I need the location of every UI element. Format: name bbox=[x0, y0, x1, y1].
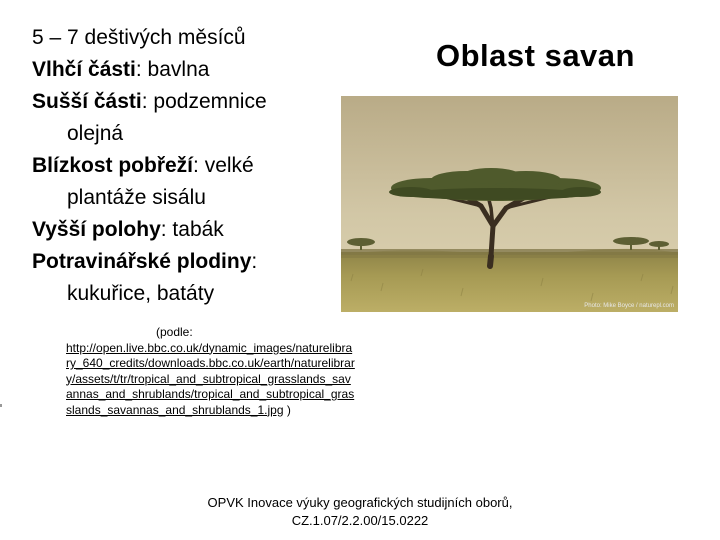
savanna-photo-image bbox=[341, 96, 678, 312]
bullet-text: : velké bbox=[193, 154, 254, 177]
bullet-keyword: Blízkost pobřeží bbox=[32, 154, 194, 177]
bullet-continuation bbox=[32, 278, 332, 310]
bullet-list bbox=[32, 22, 332, 310]
source-link[interactable]: http://open.live.bbc.co.uk/dynamic_images/naturelibrary_640_credits/downloads.bbc.co.uk/earth/naturelibrary/assets/t/tr/tropical_and_subtropical_grasslands_savannas_and_shrublands/tropical_and_subtropical_grasslands_savannas_and_shrublands_1.jpg bbox=[66, 340, 355, 417]
footer-project-code: CZ.1.07/2.2.00/15.0222 bbox=[291, 513, 429, 528]
bullet-text: : podzemnice bbox=[141, 90, 267, 113]
bullet-text: plantáže sisálu bbox=[67, 186, 206, 209]
bullet-text: : tabák bbox=[160, 218, 224, 241]
footer-project-name: OPVK Inovace výuky geografických studijních oborů, bbox=[207, 495, 513, 510]
source-prefix: (podle: bbox=[156, 325, 193, 339]
bullet-item bbox=[32, 214, 332, 246]
bullet-item bbox=[32, 54, 332, 86]
bullet-keyword: Vyšší polohy bbox=[32, 218, 161, 241]
bullet-text: 5 – 7 deštivých měsíců bbox=[32, 26, 246, 49]
image-source-citation bbox=[66, 325, 356, 418]
bullet-text: kukuřice, batáty bbox=[67, 282, 215, 305]
bullet-keyword: Potravinářské plodiny bbox=[32, 250, 252, 273]
bullet-item bbox=[32, 86, 332, 118]
bullet-continuation bbox=[32, 182, 332, 214]
slide-title: Oblast savan bbox=[436, 38, 635, 73]
bullet-keyword: Vlhčí části bbox=[32, 58, 136, 81]
footer bbox=[170, 494, 550, 530]
bullet-item bbox=[32, 150, 332, 182]
bullet-text: : bbox=[251, 250, 258, 273]
savanna-photo bbox=[341, 96, 678, 312]
bullet-text: olejná bbox=[67, 122, 124, 145]
bullet-continuation bbox=[32, 118, 332, 150]
edge-mark bbox=[0, 404, 2, 407]
bullet-item bbox=[32, 22, 332, 54]
photo-credit: Photo: Mike Boyce / naturepl.com bbox=[584, 303, 674, 309]
bullet-keyword: Sušší části bbox=[32, 90, 142, 113]
bullet-text: : bavlna bbox=[135, 58, 210, 81]
bullet-item bbox=[32, 246, 332, 278]
source-suffix: ) bbox=[283, 402, 291, 417]
